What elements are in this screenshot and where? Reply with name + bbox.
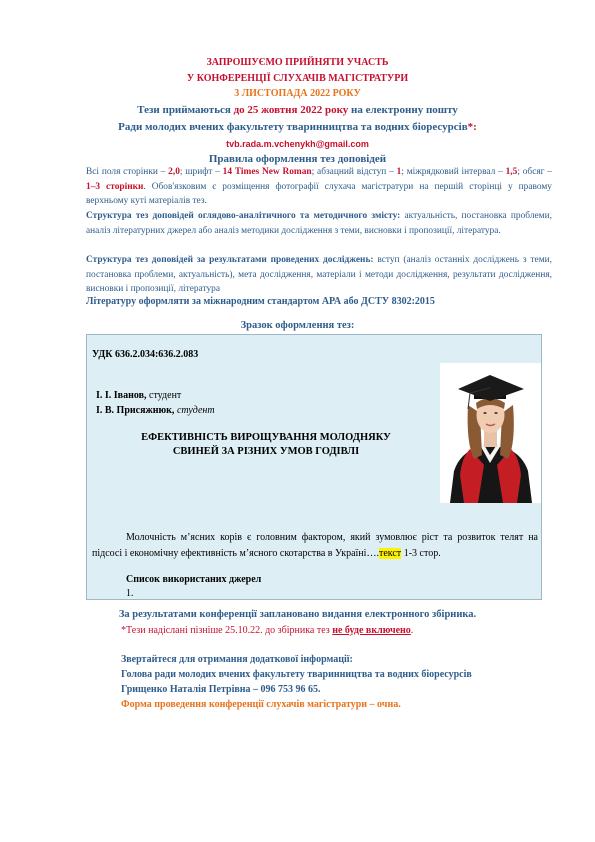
conference-form: Форма проведення конференції слухачів магістратури – очна.: [121, 699, 401, 710]
rules-structure-label: Структура тез доповідей оглядово-аналітичного та методичного змісту:: [86, 211, 401, 221]
rules-references: Літературу оформляти за міжнародним стандартом АРА або ДСТУ 8302:2015: [86, 296, 435, 307]
late-text: *Тези надіслані пізніше 25.10.22. до збірника тез: [121, 625, 333, 636]
author-name: І. В. Присяжнюк,: [96, 405, 175, 416]
council-line: [0, 121, 595, 133]
sample-title-line-2: СВИНЕЙ ЗА РІЗНИХ УМОВ ГОДІВЛІ: [172, 446, 360, 457]
body-text: 1-3 стор.: [401, 547, 441, 559]
rules-structure-label: Структура тез доповідей за результатами проведених досліджень:: [86, 255, 374, 265]
rules-structure-text: актуальність, постановка проблеми, аналіз літературних джерел або аналіз методики дослідження з теми, висновки і пропозиції, література.: [86, 211, 552, 236]
council-star: *:: [467, 121, 477, 133]
theses-deadline-line: [0, 104, 595, 116]
highlighted-text: текст: [378, 547, 402, 559]
rules-structure-research: [86, 253, 552, 297]
rules-structure-analytic: [86, 209, 552, 238]
body-text: Молочність м’ясних корів є головним фактором, який зумовлює ріст та розвиток телят на підсосі і економічну ефективність м’ясного скотарства в Україні….: [92, 532, 538, 559]
author-role: студент: [174, 405, 215, 416]
sample-reference-1: 1.: [126, 588, 134, 599]
rules-title: Правила оформлення тез доповідей: [208, 153, 387, 165]
graduate-photo-icon: [440, 363, 541, 503]
rules-structure-text: вступ (аналіз останніх досліджень з теми, постановка проблеми, актуальність), мета дослідження, матеріали і методи дослідження, результати дослідження, висновки і пропозиції, література: [86, 255, 552, 294]
theses-deadline: до 25 жовтня 2022 року: [233, 104, 349, 116]
council-name: Ради молодих вчених факультету тваринництва та водних біоресурсів: [118, 121, 468, 133]
sample-body-text: [92, 530, 538, 561]
publication-note: За результатами конференції заплановано видання електронного збірника.: [118, 609, 477, 620]
contact-role: Голова ради молодих вчених факультету тваринництва та водних біоресурсів: [121, 669, 472, 680]
rules-spacing-value: 1,5: [505, 167, 518, 177]
sample-heading: Зразок оформлення тез:: [240, 320, 355, 331]
rules-indent-value: 1: [396, 167, 402, 177]
email-address[interactable]: tvb.rada.m.vchenykh@gmail.com: [226, 139, 369, 149]
sample-title-line-1: ЕФЕКТИВНІСТЬ ВИРОЩУВАННЯ МОЛОДНЯКУ: [141, 432, 391, 443]
late-submission-note: [121, 625, 413, 636]
rules-font-value: 14 Times New Roman: [222, 167, 312, 177]
rules-text: ; абзацний відступ –: [311, 167, 397, 177]
late-emphasis: не буде включено: [332, 625, 411, 636]
author-name: І. І. Іванов,: [96, 390, 147, 401]
sample-author-1: [96, 390, 181, 401]
rules-volume-value: 1–3 сторінки: [86, 181, 144, 192]
invite-heading: ЗАПРОШУЄМО ПРИЙНЯТИ УЧАСТЬ: [206, 57, 389, 68]
graduate-photo: [440, 363, 541, 503]
rules-text: . Обов'язковим є розміщення фотографії слухача магістратури на першій сторінці у правому верхньому куті матеріалів тез.: [86, 181, 552, 206]
contact-title: Звертайтеся для отримання додаткової інформації:: [121, 654, 353, 665]
sample-udk: УДК 636.2.034:636.2.083: [92, 349, 199, 360]
rules-margin-value: 2,0: [168, 167, 180, 177]
contact-person: Грищенко Наталія Петрівна – 096 753 96 65.: [121, 684, 321, 695]
rules-text: ; міжрядковий інтервал –: [401, 167, 506, 177]
late-text: .: [410, 625, 414, 636]
rules-text: ; обсяг –: [517, 167, 552, 177]
conference-date: 3 ЛИСТОПАДА 2022 РОКУ: [234, 88, 361, 99]
theses-prefix: Тези приймаються: [137, 104, 234, 116]
conference-heading: У КОНФЕРЕНЦІЇ СЛУХАЧІВ МАГІСТРАТУРИ: [186, 73, 409, 84]
sample-references-title: Список використаних джерел: [126, 574, 262, 585]
rules-text: Всі поля сторінки –: [86, 167, 169, 177]
rules-formatting: [86, 165, 552, 209]
rules-text: ; шрифт –: [179, 167, 223, 177]
author-role: студент: [146, 390, 182, 401]
sample-author-2: [96, 405, 215, 416]
theses-suffix: на електронну пошту: [348, 104, 458, 116]
